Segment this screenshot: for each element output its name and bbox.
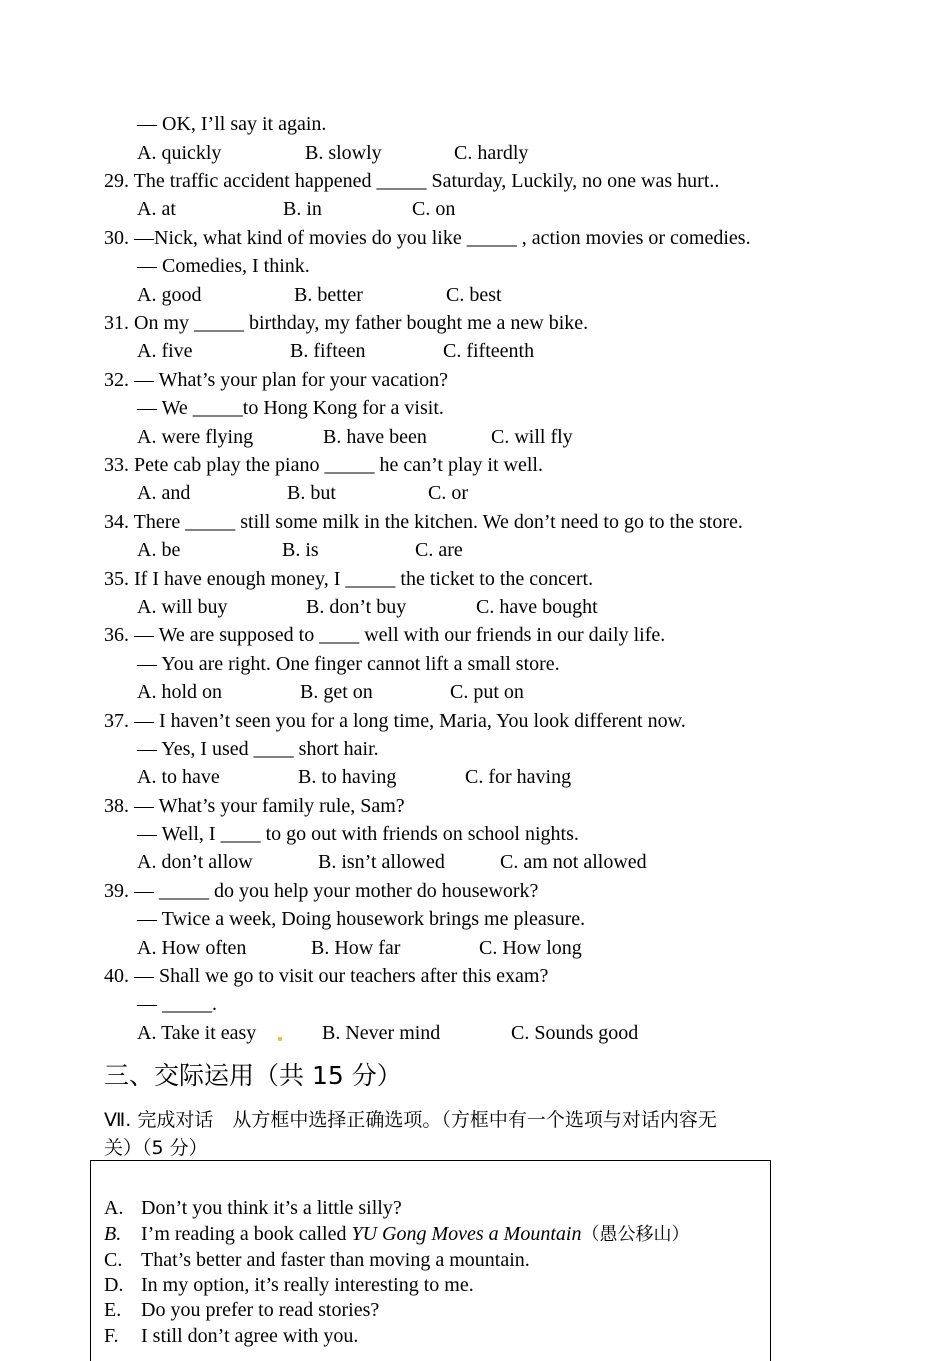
q39-text: — _____ do you help your mother do housework? [134,880,539,902]
q31-option-c: C. fifteenth [443,340,535,362]
q31-number: 31. [104,312,129,334]
q40-text: — Shall we go to visit our teachers after this exam? [134,965,549,987]
q37-answer-line: — Yes, I used ____ short hair. [137,738,379,760]
q39-option-b: B. How far [311,937,401,959]
choice-f-letter: F. [104,1325,119,1347]
q31-option-a: A. five [137,340,193,362]
choice-b-letter: B. [104,1223,122,1245]
q33-number: 33. [104,454,129,476]
q40-option-a: A. Take it easy [137,1022,257,1044]
q39-answer-line: — Twice a week, Doing housework brings me pleasure. [137,908,586,930]
q33-option-c: C. or [428,482,468,504]
q32-answer-line: — We _____to Hong Kong for a visit. [137,397,444,419]
choice-a [104,1196,402,1220]
choice-c [104,1248,530,1272]
section-instruction-line1: Ⅶ. 完成对话 从方框中选择正确选项。（方框中有一个选项与对话内容无 [104,1109,717,1131]
q38-option-a: A. don’t allow [137,851,253,873]
q40-number: 40. [104,965,129,987]
q30-answer-line: — Comedies, I think. [137,255,310,277]
q33-stem [104,453,543,477]
q30-option-b: B. better [294,284,363,306]
q29-option-b: B. in [283,198,322,220]
q32-number: 32. [104,369,129,391]
q40-option-c: C. Sounds good [511,1022,639,1044]
q34-stem [104,510,743,534]
q30-number: 30. [104,227,129,249]
q36-answer-line: — You are right. One finger cannot lift a small store. [137,653,560,675]
choice-b-text: I’m reading a book called [141,1223,352,1245]
q38-stem [104,794,405,818]
section-instruction-line2: 关）（5 分） [104,1137,208,1159]
q35-option-b: B. don’t buy [306,596,407,618]
q37-option-a: A. to have [137,766,220,788]
q29-option-a: A. at [137,198,176,220]
q39-stem [104,879,538,903]
q38-text: — What’s your family rule, Sam? [134,795,405,817]
q33-option-b: B. but [287,482,336,504]
q34-text: There _____ still some milk in the kitchen. We don’t need to go to the store. [133,511,743,533]
choice-e-letter: E. [104,1299,122,1321]
choice-c-text: That’s better and faster than moving a mountain. [141,1249,530,1271]
q36-option-c: C. put on [450,681,524,703]
q39-number: 39. [104,880,129,902]
q32-option-a: A. were flying [137,426,254,448]
q38-option-c: C. am not allowed [500,851,647,873]
section-title: 三、交际运用（共 15 分） [104,1061,402,1090]
q35-option-c: C. have bought [476,596,598,618]
q38-answer-line: — Well, I ____ to go out with friends on school nights. [137,823,579,845]
q37-text: — I haven’t seen you for a long time, Maria, You look different now. [134,710,686,732]
q28-option-a: A. quickly [137,142,222,164]
q28-option-c: C. hardly [454,142,529,164]
choice-e [104,1298,379,1322]
q37-stem [104,709,686,733]
q29-stem [104,169,719,193]
q40-answer-line: — _____. [137,993,217,1015]
q35-option-a: A. will buy [137,596,228,618]
q35-text: If I have enough money, I _____ the ticket to the concert. [134,568,594,590]
q31-text: On my _____ birthday, my father bought me a new bike. [134,312,589,334]
q36-text: — We are supposed to ____ well with our friends in our daily life. [134,624,666,646]
q28-option-b: B. slowly [305,142,382,164]
choice-e-text: Do you prefer to read stories? [141,1299,380,1321]
q39-option-c: C. How long [479,937,582,959]
q36-option-b: B. get on [300,681,373,703]
q35-number: 35. [104,568,129,590]
q30-text: —Nick, what kind of movies do you like _____ , action movies or comedies. [134,227,751,249]
q33-option-a: A. and [137,482,191,504]
choice-f [104,1324,358,1348]
q37-option-b: B. to having [298,766,397,788]
q34-number: 34. [104,511,129,533]
q32-option-b: B. have been [323,426,427,448]
q37-number: 37. [104,710,129,732]
q28-answer-line: — OK, I’ll say it again. [137,113,327,135]
choice-d [104,1273,474,1297]
choice-a-letter: A. [104,1197,124,1219]
q30-option-c: C. best [446,284,502,306]
choice-c-letter: C. [104,1249,123,1271]
q29-text: The traffic accident happened _____ Saturday, Luckily, no one was hurt.. [133,170,720,192]
choice-b-note: （愚公移山） [581,1224,690,1245]
highlight-dot [278,1037,282,1041]
q29-number: 29. [104,170,129,192]
q34-option-c: C. are [415,539,463,561]
q30-stem [104,226,751,250]
q38-number: 38. [104,795,129,817]
choice-d-text: In my option, it’s really interesting to me. [141,1274,474,1296]
q34-option-a: A. be [137,539,181,561]
choice-a-text: Don’t you think it’s a little silly? [141,1197,402,1219]
q35-stem [104,567,593,591]
q29-option-c: C. on [412,198,456,220]
q40-stem [104,964,548,988]
q32-stem [104,368,448,392]
choice-b-book-title: YU Gong Moves a Mountain [351,1223,582,1245]
q38-option-b: B. isn’t allowed [318,851,445,873]
q30-option-a: A. good [137,284,202,306]
q32-option-c: C. will fly [491,426,573,448]
q40-option-b: B. Never mind [322,1022,441,1044]
choice-b [104,1222,689,1247]
q34-option-b: B. is [282,539,319,561]
q36-number: 36. [104,624,129,646]
q33-text: Pete cab play the piano _____ he can’t play it well. [134,454,543,476]
q31-stem [104,311,588,335]
q32-text: — What’s your plan for your vacation? [134,369,448,391]
choice-d-letter: D. [104,1274,124,1296]
choice-f-text: I still don’t agree with you. [141,1325,359,1347]
q36-stem [104,623,665,647]
q36-option-a: A. hold on [137,681,222,703]
q37-option-c: C. for having [465,766,572,788]
q39-option-a: A. How often [137,937,247,959]
q31-option-b: B. fifteen [290,340,366,362]
